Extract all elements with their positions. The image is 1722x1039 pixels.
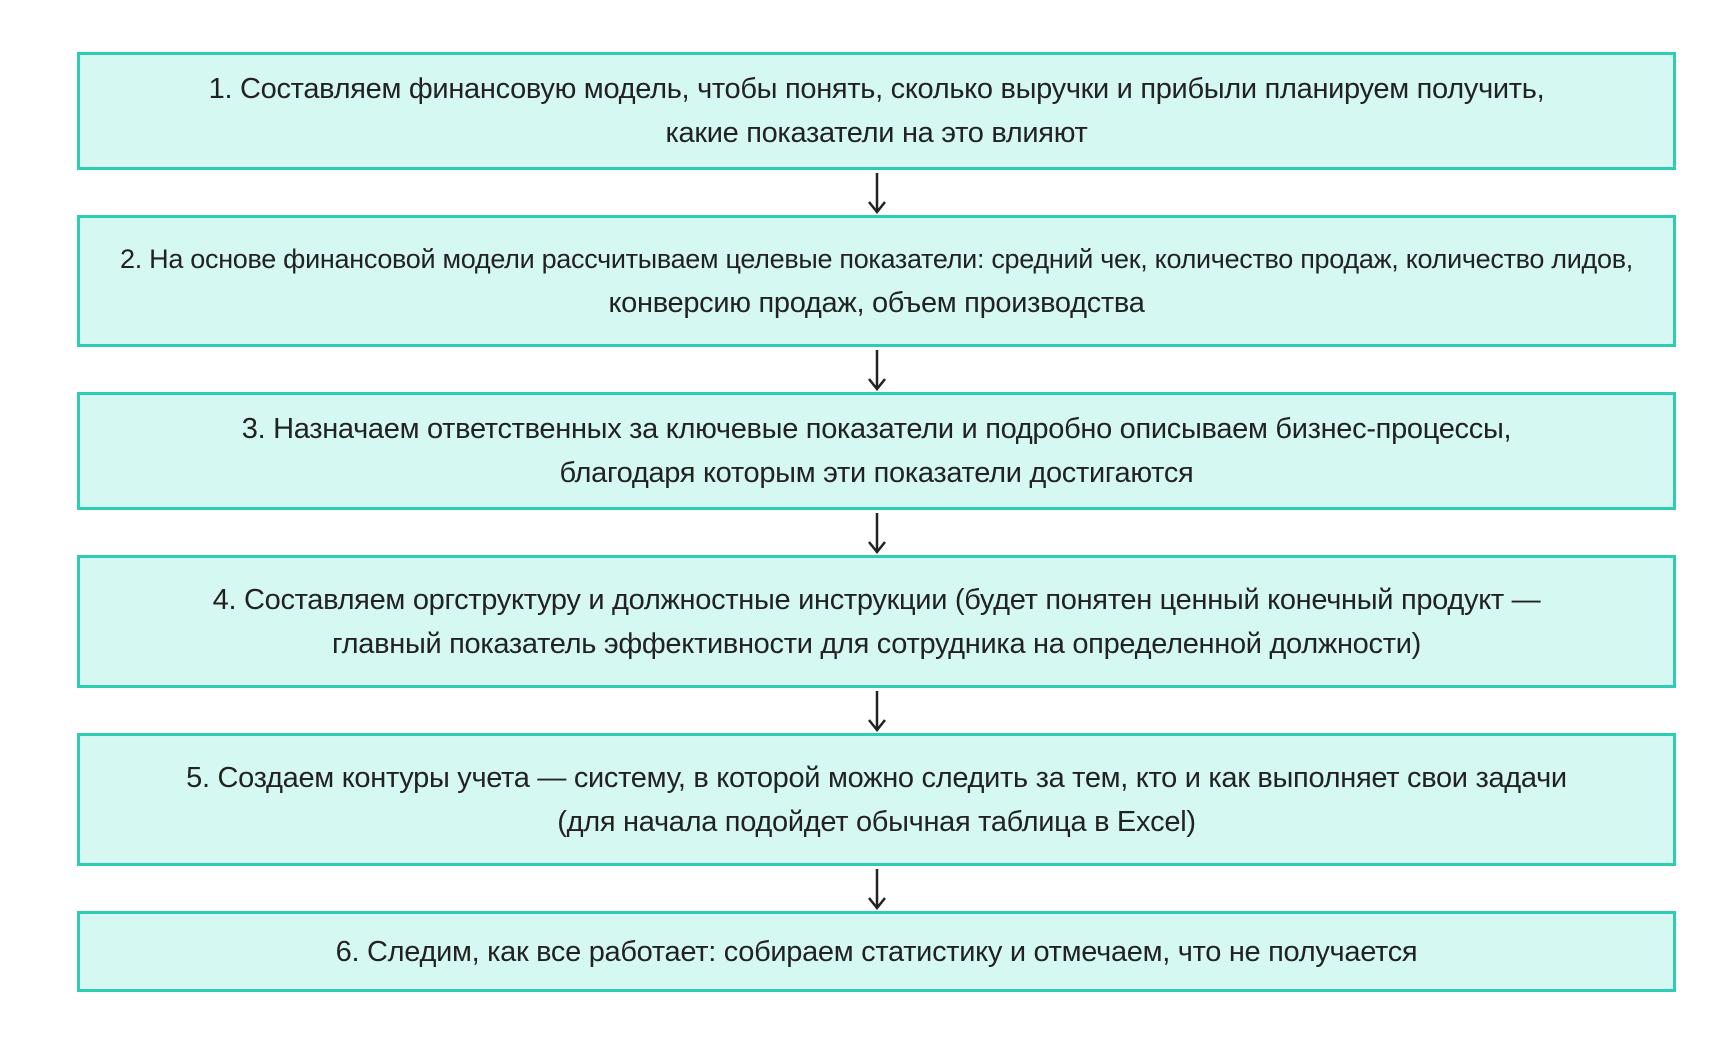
arrow-down-icon [862,170,892,216]
step-5-box [77,733,1676,866]
step-5-line-2: (для начала подойдет обычная таблица в Excel) [557,805,1196,838]
step-4-line-2: главный показатель эффективности для сотрудника на определенной должности) [332,627,1421,660]
arrow-down-icon [862,688,892,734]
step-3-line-2: благодаря которым эти показатели достигаются [559,457,1194,489]
step-1-line-1: 1. Составляем финансовую модель, чтобы понять, сколько выручки и прибыли планируем получить, [208,73,1545,105]
step-2-line-1: 2. На основе финансовой модели рассчитываем целевые показатели: средний чек, количество продаж, количество лидов, [120,244,1633,274]
arrow-down-icon [862,510,892,556]
step-4-box [77,555,1676,688]
arrow-down-icon [862,347,892,393]
step-1-line-2: какие показатели на это влияют [665,117,1088,149]
step-4-line-1: 4. Составляем оргструктуру и должностные инструкции (будет понятен ценный конечный продукт — [212,583,1541,616]
step-3-box [77,392,1676,510]
step-1-box [77,52,1676,170]
step-5-line-1: 5. Создаем контуры учета — систему, в которой можно следить за тем, кто и как выполняет свои задачи [186,761,1567,794]
step-2-box [77,215,1676,347]
step-6-line-1: 6. Следим, как все работает: собираем статистику и отмечаем, что не получается [335,935,1418,968]
step-3-line-1: 3. Назначаем ответственных за ключевые показатели и подробно описываем бизнес-процессы, [241,413,1512,445]
arrow-down-icon [862,866,892,912]
step-2-line-2: конверсию продаж, объем производства [608,287,1145,319]
step-6-box [77,911,1676,992]
